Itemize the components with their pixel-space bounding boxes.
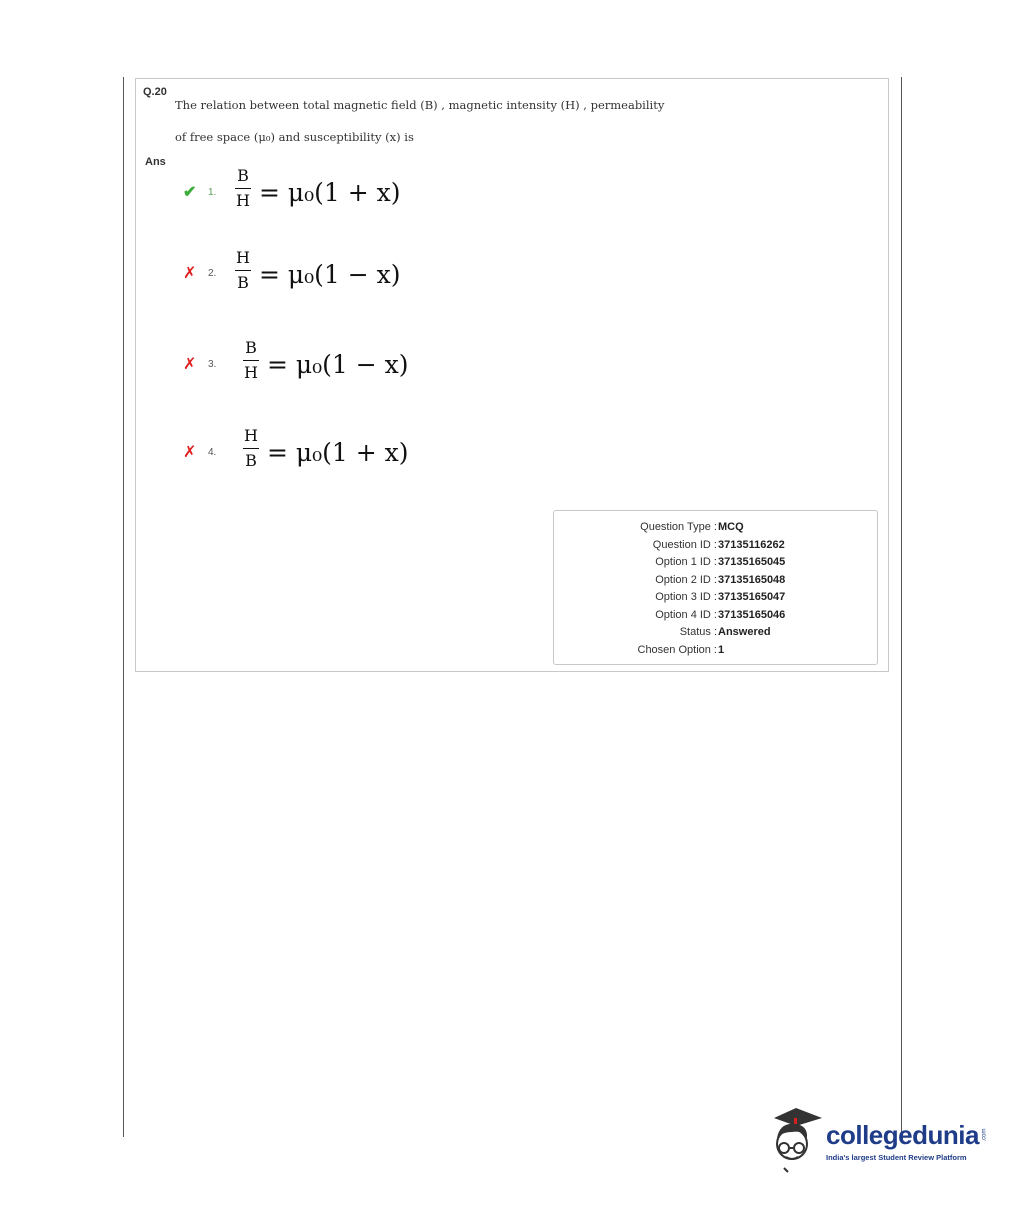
answer-label: Ans [145, 156, 166, 168]
numerator: H [244, 426, 258, 445]
equation-rhs: = μ₀(1 − x) [259, 260, 401, 289]
info-key: Option 1 ID : [655, 556, 717, 568]
fraction-bar [243, 360, 259, 361]
equation-rhs: = μ₀(1 + x) [259, 178, 401, 207]
info-key: Status : [679, 626, 717, 638]
fraction-bar [235, 270, 251, 271]
cross-icon: ✗ [183, 356, 197, 373]
fraction [233, 248, 253, 293]
numerator: H [236, 248, 250, 267]
info-key: Option 3 ID : [655, 591, 717, 603]
denominator: H [236, 191, 250, 210]
info-value: Answered [718, 626, 771, 638]
option-number: 4. [208, 447, 217, 458]
page-border-left [123, 77, 124, 1137]
info-value: 1 [718, 644, 725, 656]
cross-icon: ✗ [183, 444, 197, 461]
info-value: MCQ [718, 521, 744, 533]
info-key: Option 4 ID : [655, 609, 717, 621]
mascot-icon [766, 1104, 824, 1174]
info-key: Option 2 ID : [655, 574, 717, 586]
fraction-bar [235, 188, 251, 189]
info-value: 37135165046 [718, 609, 786, 621]
page-border-right [901, 77, 902, 1137]
fraction [241, 338, 261, 383]
question-text-line-1: The relation between total magnetic field (B) , magnetic intensity (H) , permeability [175, 98, 665, 112]
equation-rhs: = μ₀(1 − x) [267, 350, 409, 379]
brand-tagline: India's largest Student Review Platform [826, 1153, 967, 1162]
brand-suffix: .com [981, 1128, 988, 1142]
brand-name: collegedunia [826, 1120, 979, 1150]
cross-icon: ✗ [183, 265, 197, 282]
fraction [241, 426, 261, 471]
numerator: B [245, 338, 257, 357]
denominator: B [245, 451, 257, 470]
info-value: 37135165048 [718, 574, 786, 586]
info-key: Question Type : [640, 521, 717, 533]
denominator: B [237, 273, 249, 292]
info-key: Question ID : [652, 539, 717, 551]
option-number: 1. [208, 187, 217, 198]
info-key: Chosen Option : [637, 644, 717, 656]
equation-rhs: = μ₀(1 + x) [267, 438, 409, 467]
info-value: 37135165045 [718, 556, 786, 568]
option-number: 3. [208, 359, 217, 370]
numerator: B [237, 166, 249, 185]
info-value: 37135165047 [718, 591, 786, 603]
fraction-bar [243, 448, 259, 449]
question-number: Q.20 [143, 86, 167, 98]
question-text-line-2: of free space (μ₀) and susceptibility (x) is [175, 130, 414, 144]
option-number: 2. [208, 268, 217, 279]
info-value: 37135116262 [718, 539, 785, 551]
fraction [233, 166, 253, 211]
collegedunia-logo [766, 1104, 996, 1174]
check-icon: ✔ [183, 184, 197, 201]
question-info-panel [553, 510, 878, 665]
denominator: H [244, 363, 258, 382]
